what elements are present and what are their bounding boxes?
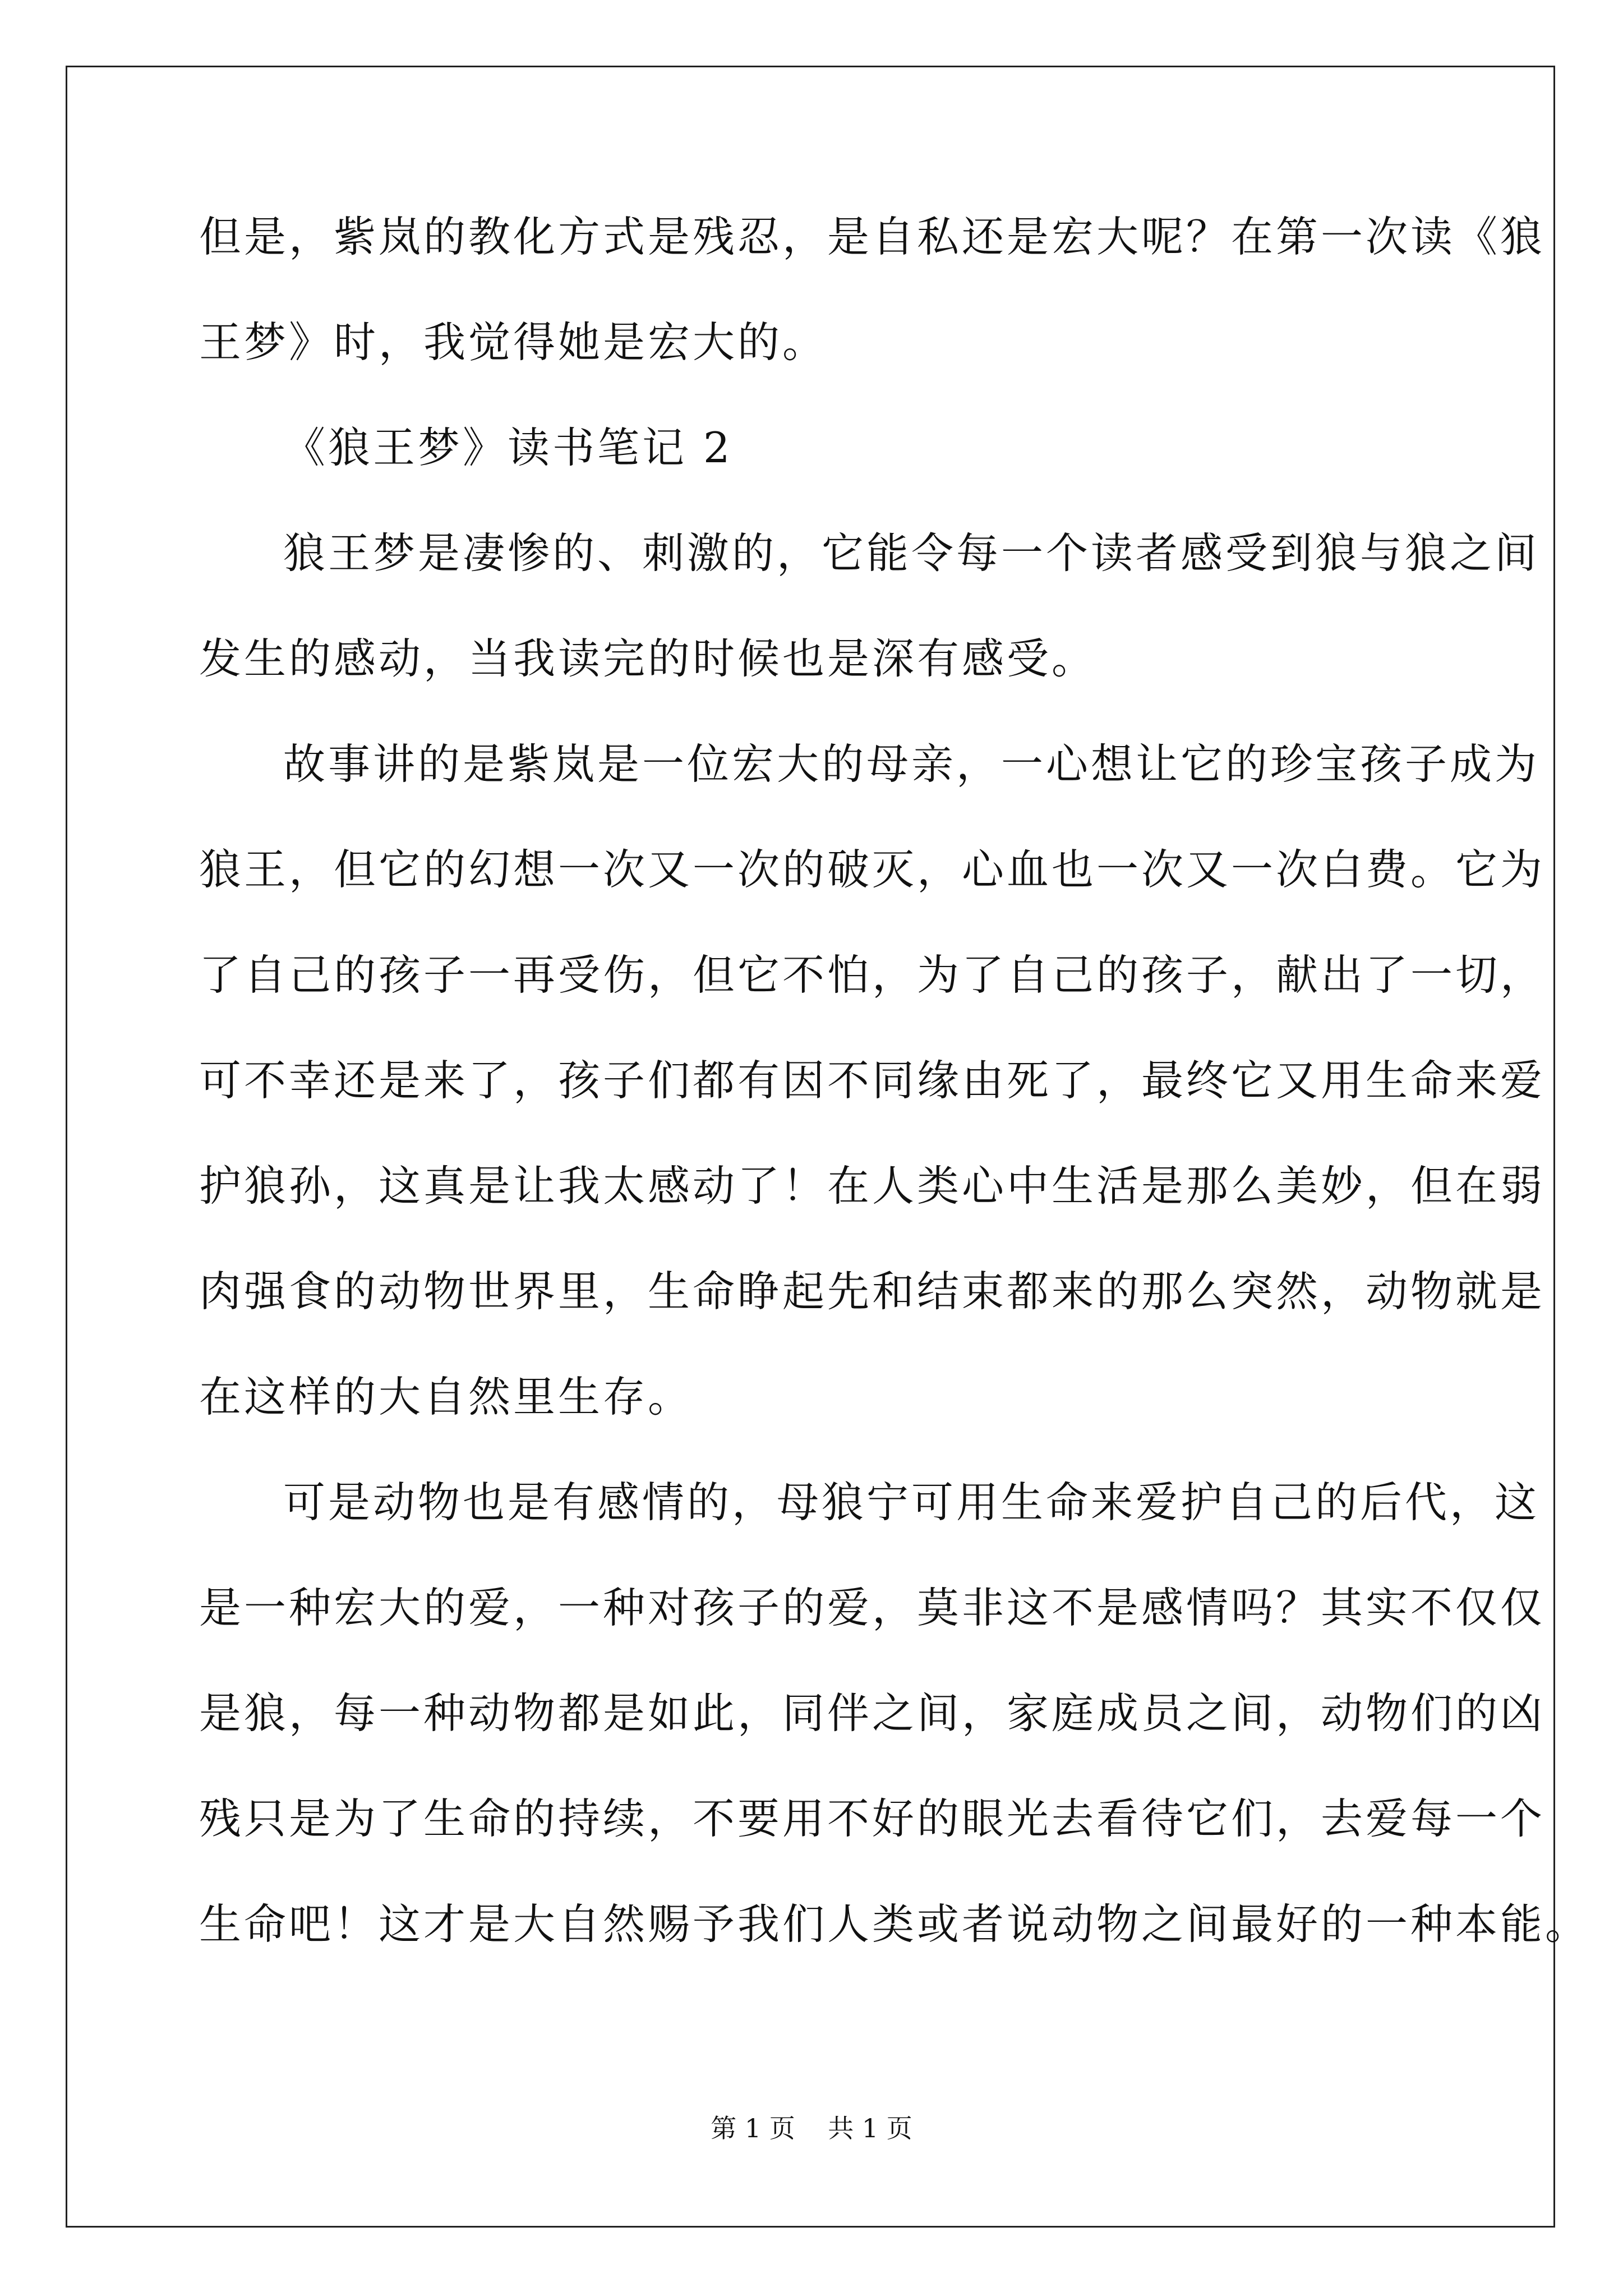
- body-text-line: 护狼孙，这真是让我太感动了！在人类心中生活是那么美妙，但在弱: [199, 1161, 1546, 1211]
- body-text-line: 发生的感动，当我读完的时候也是深有感受。: [199, 634, 1097, 683]
- body-text-line: 生命吧！这才是大自然赐予我们人类或者说动物之间最好的一种本能。: [199, 1899, 1590, 1949]
- body-text-line: 可不幸还是来了，孩子们都有因不同缘由死了，最终它又用生命来爱: [199, 1056, 1546, 1105]
- body-text-line: 残只是为了生命的持续，不要用不好的眼光去看待它们，去爱每一个: [199, 1794, 1546, 1843]
- page-number-footer: 第 1 页 共 1 页: [711, 2113, 912, 2143]
- body-text-line: 肉强食的动物世界里，生命睁起先和结束都来的那么突然，动物就是: [199, 1267, 1546, 1316]
- body-text-line: 是一种宏大的爱，一种对孩子的爱，莫非这不是感情吗？其实不仅仅: [199, 1583, 1546, 1632]
- body-text-line: 可是动物也是有感情的，母狼宁可用生命来爱护自己的后代，这: [283, 1478, 1540, 1527]
- body-text-line: 故事讲的是紫岚是一位宏大的母亲，一心想让它的珍宝孩子成为: [283, 739, 1540, 789]
- body-text-line: 狼王，但它的幻想一次又一次的破灭，心血也一次又一次白费。它为: [199, 845, 1546, 894]
- body-text-line: 了自己的孩子一再受伤，但它不怕，为了自己的孩子，献出了一切，: [199, 950, 1546, 1000]
- body-text-line: 在这样的大自然里生存。: [199, 1372, 693, 1421]
- body-text-line: 是狼，每一种动物都是如此，同伴之间，家庭成员之间，动物们的凶: [199, 1688, 1546, 1738]
- body-text-line: 狼王梦是凄惨的、刺激的，它能令每一个读者感受到狼与狼之间: [283, 528, 1540, 578]
- document-body: [199, 212, 1590, 2009]
- body-text-line: 王梦》时，我觉得她是宏大的。: [199, 318, 828, 367]
- body-text-line: 但是，紫岚的教化方式是残忍，是自私还是宏大呢？在第一次读《狼: [199, 212, 1546, 261]
- section-heading: 《狼王梦》读书笔记 2: [283, 423, 733, 472]
